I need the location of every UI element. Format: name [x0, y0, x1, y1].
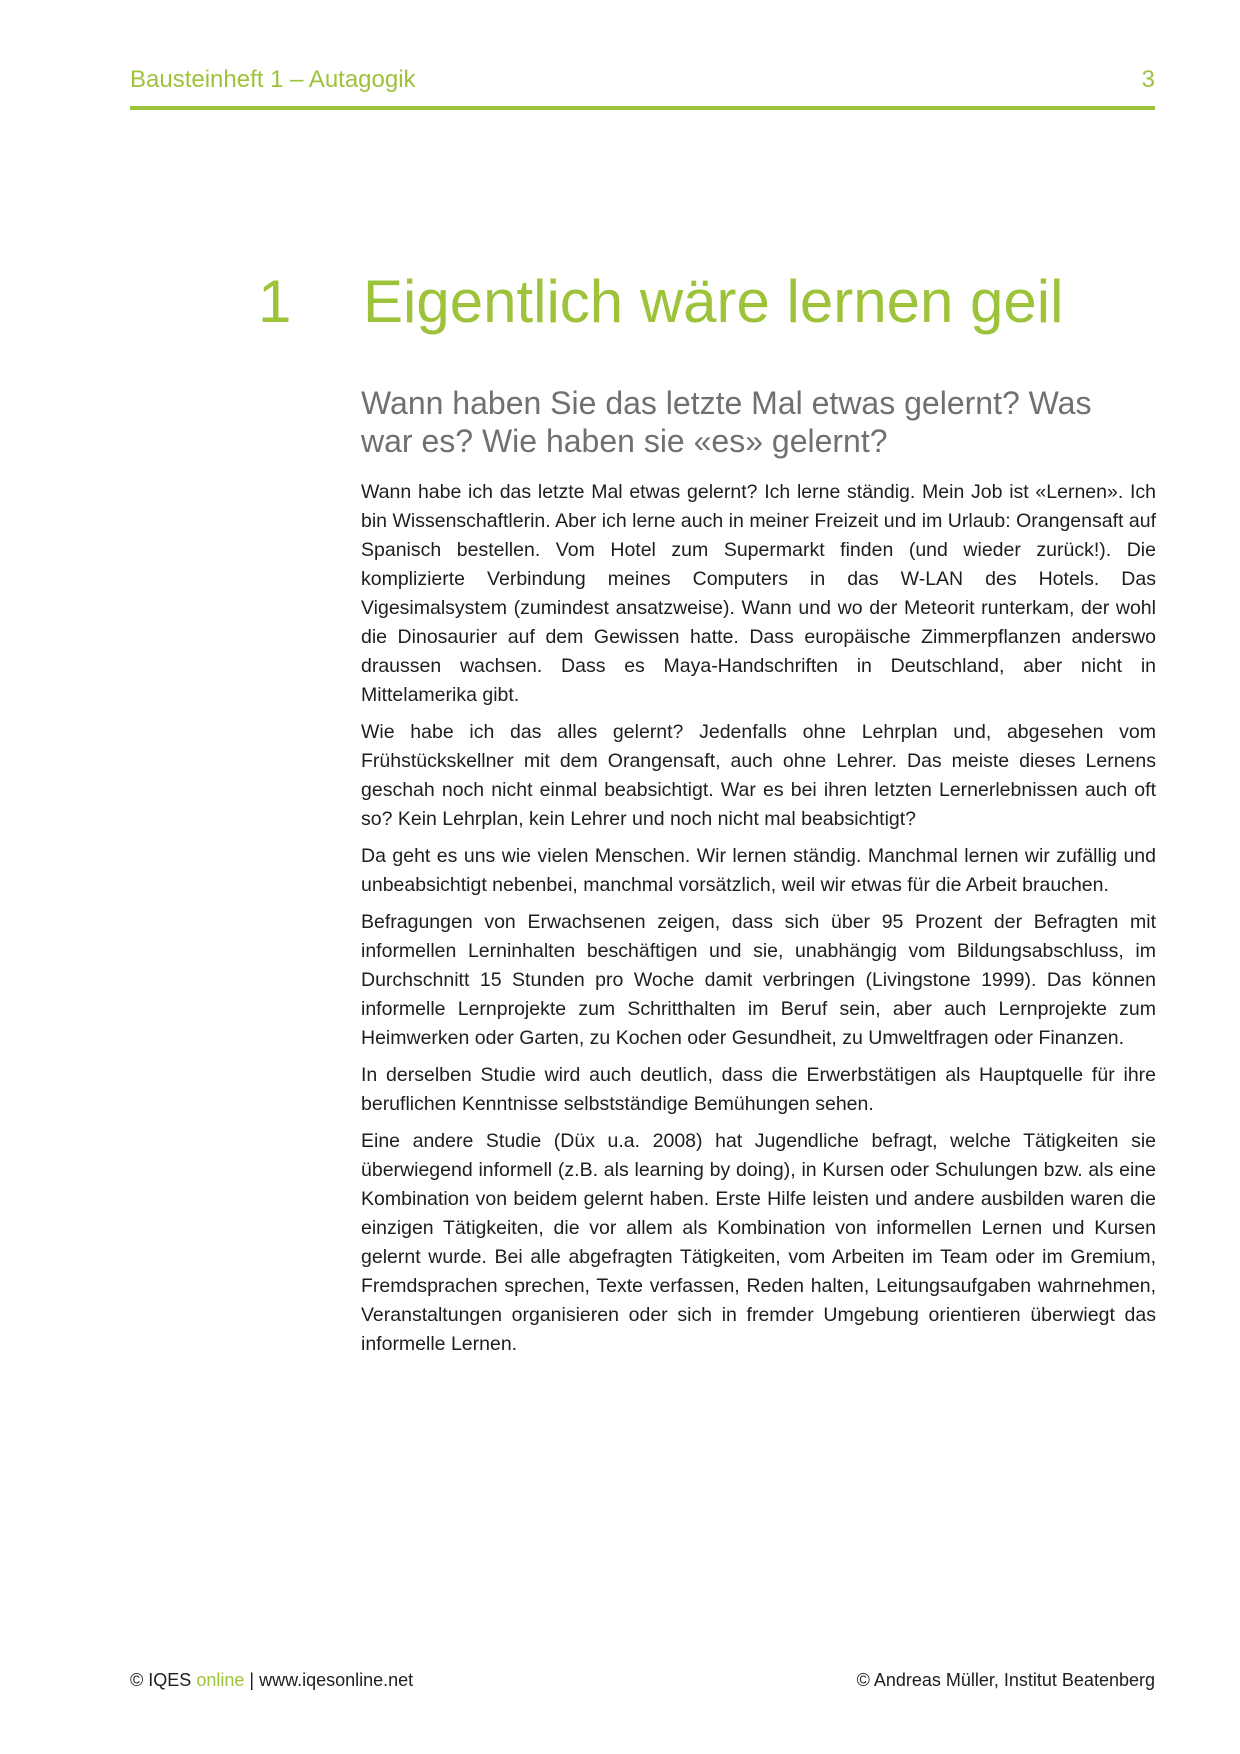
footer-left [130, 1670, 413, 1691]
header-title: Bausteinheft 1 – Autagogik [130, 66, 416, 93]
body-text [361, 478, 1156, 1367]
chapter-title: Eigentlich wäre lernen geil [363, 268, 1064, 335]
paragraph: Befragungen von Erwachsenen zeigen, dass sich über 95 Prozent der Befragten mit informellen Lerninhalten beschäftigen und sie, unabhängig vom Bildungsabschluss, im Durchschnitt 15 Stunden pro Woche damit verbringen (Livingstone 1999). Das können informelle Lernprojekte zum Schritthalten im Beruf sein, aber auch Lernprojekte zum Heimwerken oder Garten, zu Kochen oder Gesundheit, zu Umweltfragen oder Finanzen. [361, 911, 1156, 1049]
chapter-heading [258, 268, 1064, 335]
paragraph: In derselben Studie wird auch deutlich, dass die Erwerbstätigen als Hauptquelle für ihre beruflichen Kenntnisse selbstständige Bemühungen sehen. [361, 1064, 1156, 1115]
copyright-symbol: © [130, 1670, 144, 1690]
footer-brand: IQES [148, 1670, 192, 1690]
chapter-number: 1 [258, 268, 292, 335]
footer-copyright: © Andreas Müller, Institut Beatenberg [856, 1670, 1155, 1690]
footer-brand-suffix: online [196, 1670, 245, 1690]
page-header [130, 66, 1155, 110]
paragraph: Wann habe ich das letzte Mal etwas gelernt? Ich lerne ständig. Mein Job ist «Lernen». Ich bin Wissenschaftlerin. Aber ich lerne auch in meiner Freizeit und im Urlaub: Orangensaft auf Spanisch bestellen. Vom Hotel zum Supermarkt finden (und wieder zurück!). Die komplizierte Verbindung meines Computers in das W-LAN des Hotels. Das Vigesimalsystem (zumindest ansatzweise). Wann und wo der Meteorit runterkam, der wohl die Dinosaurier auf dem Gewissen hatte. Dass europäische Zimmerpflanzen anderswo draussen wachsen. Dass es Maya-Handschriften in Deutschland, aber nicht in Mittelamerika gibt. [361, 481, 1156, 706]
section-subtitle: Wann haben Sie das letzte Mal etwas gelernt? Was war es? Wie haben sie «es» gelernt? [361, 385, 1092, 459]
footer-separator: | [249, 1670, 255, 1690]
paragraph: Wie habe ich das alles gelernt? Jedenfalls ohne Lehrplan und, abgesehen vom Frühstückskellner mit dem Orangensaft, auch ohne Lehrer. Das meiste dieses Lernens geschah noch nicht einmal beabsichtigt. War es bei ihren letzten Lernerlebnissen auch oft so? Kein Lehrplan, kein Lehrer und noch nicht mal beabsichtigt? [361, 721, 1156, 830]
page-number: 3 [1141, 66, 1155, 93]
paragraph: Eine andere Studie (Düx u.a. 2008) hat Jugendliche befragt, welche Tätigkeiten sie überwiegend informell (z.B. als learning by doing), in Kursen oder Schulungen bzw. als eine Kombination von beidem gelernt haben. Erste Hilfe leisten und andere ausbilden waren die einzigen Tätigkeiten, die vor allem als Kombination von informellen Lernen und Kursen gelernt wurde. Bei alle abgefragten Tätigkeiten, vom Arbeiten im Team oder im Gremium, Fremdsprachen sprechen, Texte verfassen, Reden halten, Leitungsaufgaben wahrnehmen, Veranstaltungen organisieren oder sich in fremder Umgebung orientieren überwiegt das informelle Lernen. [361, 1130, 1156, 1355]
footer-url[interactable]: www.iqesonline.net [259, 1670, 414, 1690]
paragraph: Da geht es uns wie vielen Menschen. Wir lernen ständig. Manchmal lernen wir zufällig und unbeabsichtigt nebenbei, manchmal vorsätzlich, weil wir etwas für die Arbeit brauchen. [361, 845, 1156, 896]
